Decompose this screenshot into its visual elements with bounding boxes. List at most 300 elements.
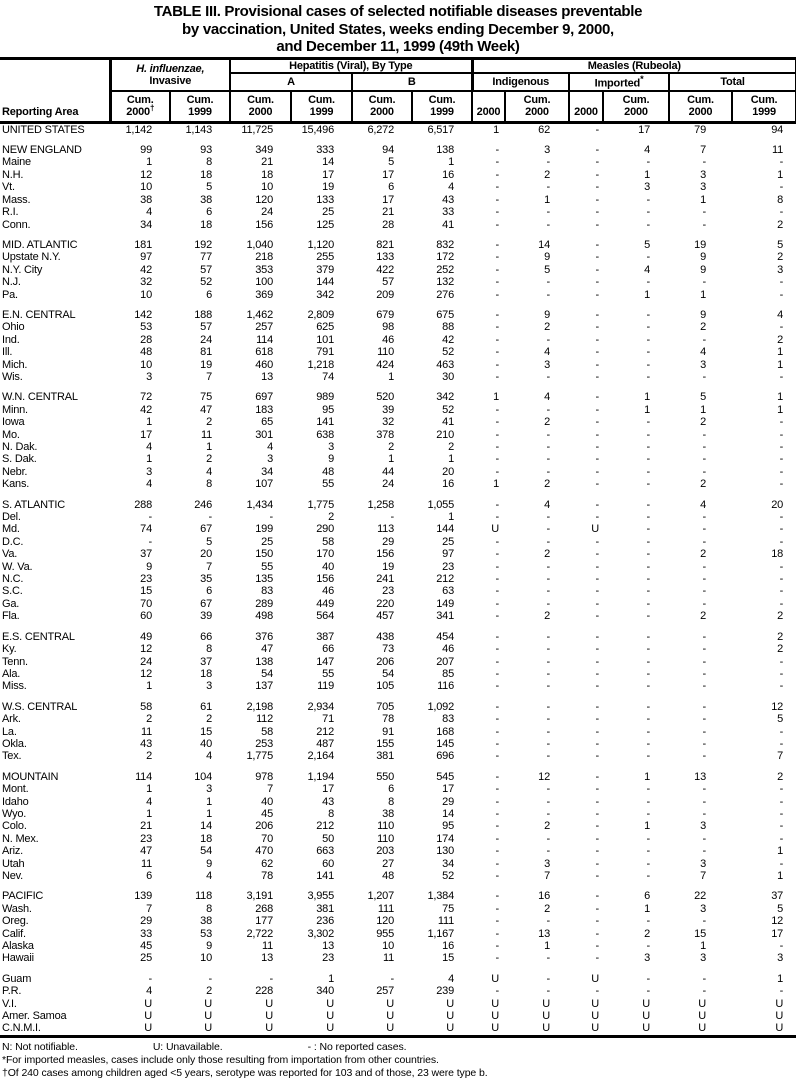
cell: 25 [261,535,274,548]
cell: U [491,972,500,985]
cell: - [495,251,500,264]
cell: - [595,478,600,491]
cell: 85 [442,667,455,680]
cell: 2 [206,985,213,998]
table-row [0,371,796,383]
cell: 1,143 [185,123,213,136]
cell: 41 [442,416,455,429]
cell: - [546,680,551,693]
cell: - [495,535,500,548]
row-label: D.C. [2,535,24,548]
cell: - [595,218,600,231]
cell: 57 [200,263,213,276]
cell: - [595,321,600,334]
cell: 1 [206,807,213,820]
cell: 3 [206,783,213,796]
cell: 1 [777,972,784,985]
cell: 156 [316,573,335,586]
row-label: Iowa [2,416,25,429]
cell: 119 [317,680,335,693]
cell: 13 [322,940,335,953]
row-label: Ala. [2,667,21,680]
cell: U [326,997,335,1010]
hinf-group-header [110,59,230,91]
cell: 34 [442,857,455,870]
cell: 246 [194,498,213,511]
cell: - [779,453,784,466]
row-label: Wis. [2,370,23,383]
cell: - [595,820,600,833]
cell: - [495,573,500,586]
cell: - [595,358,600,371]
cell: 5 [388,156,395,169]
cell: 9 [700,263,707,276]
cell: 1 [644,403,651,416]
cell: - [646,441,651,453]
cell: - [595,276,600,289]
cell: 57 [200,321,213,334]
cell: - [495,927,500,940]
cell: - [702,156,707,169]
cell: 2 [206,713,213,726]
cell: - [595,144,600,157]
cell: 130 [436,845,455,858]
cell: 3,191 [246,890,274,903]
cell: 2 [777,630,784,643]
cell: - [702,453,707,466]
cell: 15,496 [301,123,335,136]
row-label: N.J. [2,276,21,289]
cell: 6 [388,181,395,194]
cell: 220 [376,597,395,610]
cell: 8 [206,156,213,169]
cell: 100 [255,276,274,289]
cell: 1 [544,193,551,206]
cell: 12 [538,770,551,783]
cell: - [495,750,500,763]
cell: - [495,832,500,845]
cell: 449 [316,597,335,610]
cell: 37 [200,655,213,668]
cell: - [702,511,707,524]
cell: 257 [255,321,274,334]
cell: 424 [376,358,395,371]
cell: 111 [437,915,455,928]
cell: 8 [328,807,335,820]
row-label: Ind. [2,333,20,346]
cell: - [646,193,651,206]
cell: 141 [316,870,335,882]
cell: - [779,940,784,953]
cell: - [779,156,784,169]
cell: 1,775 [246,750,274,763]
cell: - [595,643,600,656]
cell: - [595,902,600,915]
row-label: S. Dak. [2,453,37,466]
cell: - [595,560,600,573]
subcolumn-header-row [0,91,796,123]
title-line-1: TABLE III. Provisional cases of selected notifiable diseases preventable [153,3,643,20]
cell: - [495,548,500,561]
cell: 49 [140,630,152,643]
table-row [0,915,796,927]
cell: 2 [328,511,335,524]
cell: - [702,206,707,219]
cell: 9 [700,308,707,321]
cell: - [495,915,500,928]
cell: - [495,597,500,610]
cell: 10 [140,181,152,194]
cell: - [495,218,500,231]
cell: 60 [322,857,335,870]
table-row [0,985,796,997]
cell: 25 [140,952,152,965]
cell: 9 [206,857,213,870]
cell: - [779,680,784,693]
table-row [0,194,796,206]
cell: 3 [777,263,784,276]
cell: 1 [777,845,784,858]
legend-no-cases: - : No reported cases. [307,1040,407,1053]
cell: 40 [261,795,274,808]
cell: 2 [544,548,551,561]
cell: U [491,523,500,536]
cell: - [495,288,500,301]
table-row [0,478,796,490]
cell: - [646,610,651,623]
table-row [0,808,796,820]
row-label: W. Va. [2,560,33,573]
cell: - [148,972,152,985]
cell: - [546,667,551,680]
cell: 342 [436,391,455,404]
cell: - [595,403,600,416]
cell: - [779,783,784,796]
cell: 5 [544,263,551,276]
cell: 6 [388,783,395,796]
cell: 4 [777,308,784,321]
cell: - [779,288,784,301]
cell: 33 [140,927,152,940]
cell: 107 [255,478,274,491]
table-row [0,156,796,168]
cell: 137 [255,680,274,693]
cell: 94 [771,123,784,136]
cell: - [595,548,600,561]
cell: - [779,523,784,536]
cell: U [386,1022,395,1035]
cell: - [702,585,707,598]
cell: U [775,1010,784,1023]
legend-unavailable: U: Unavailable. [152,1040,223,1053]
cell: 3 [644,181,651,194]
cell: 38 [140,193,152,206]
cell: 16 [442,168,455,181]
row-label: Mich. [2,358,28,371]
cell: 2 [544,321,551,334]
cell: 24 [140,655,152,668]
cell: 43 [140,737,152,750]
cell: 1 [493,391,500,404]
cell: - [546,655,551,668]
cell: 28 [140,333,152,346]
indigenous-header: Indigenous [472,73,569,91]
cell: 454 [436,630,455,643]
cell: 17 [442,783,455,796]
cell: 10 [382,940,395,953]
cell: - [779,416,784,429]
table-row [0,783,796,795]
cell: - [495,667,500,680]
row-label: Calif. [2,927,26,940]
cell: - [595,333,600,346]
table-row [0,952,796,964]
cell: 2 [700,478,707,491]
cell: 7 [777,750,784,763]
cell: 135 [255,573,274,586]
cell: 18 [200,168,213,181]
cell: 257 [376,985,395,998]
table-row [0,750,796,762]
cell: 58 [261,725,274,738]
cell: 564 [316,610,335,623]
table-row [0,251,796,263]
cell: 2 [700,321,707,334]
cell: - [646,655,651,668]
cell: - [779,181,784,194]
cell: 24 [382,478,395,491]
cell: - [546,288,551,301]
cell: 2 [206,453,213,466]
cell: 3 [700,820,707,833]
cell: 1,120 [307,238,335,251]
cell: 46 [442,643,455,656]
cell: - [269,972,274,985]
table-row [0,453,796,465]
cell: U [265,1010,274,1023]
cell: - [595,156,600,169]
cell: 1 [644,288,651,301]
cell: - [546,807,551,820]
cell: - [595,737,600,750]
cell: 1 [777,391,784,404]
cell: - [702,276,707,289]
table-row [0,441,796,453]
cell: 21 [382,206,395,219]
cell: - [646,630,651,643]
cell: U [591,972,600,985]
cell: 4 [544,346,551,359]
cell: 207 [436,655,455,668]
imported-measles-footnote: *For imported measles, cases include only those resulting from importation from other countries. [2,1053,439,1066]
cell: - [779,667,784,680]
cell: 42 [442,333,455,346]
cell: - [546,428,551,441]
cell: 2 [777,218,784,231]
cell: 460 [255,358,274,371]
cell: - [779,725,784,738]
cell: - [546,218,551,231]
cell: - [595,263,600,276]
cell: 114 [256,333,274,346]
cell: 14 [538,238,551,251]
row-label: R.I. [2,206,19,219]
cell: 1 [493,478,500,491]
cell: 2 [206,416,213,429]
cell: - [779,832,784,845]
cell: 203 [376,845,395,858]
cell: 1,207 [367,890,395,903]
cell: 989 [316,391,335,404]
cell: - [646,585,651,598]
legend-not-notifiable: N: Not notifiable. [2,1040,78,1053]
cell: 8 [388,795,395,808]
cell: 45 [261,807,274,820]
row-label: Conn. [2,218,31,231]
cell: 3 [700,181,707,194]
row-label: Mass. [2,193,31,206]
cell: 93 [200,144,213,157]
cell: 2 [146,750,152,763]
cell: - [702,795,707,808]
cell: U [326,1010,335,1023]
cell: 181 [134,238,152,251]
table-row [0,656,796,668]
cell: 113 [377,523,395,536]
cell: 1,258 [367,498,395,511]
cell: 44 [382,465,395,478]
row-label: Minn. [2,403,28,416]
cell: U [491,997,500,1010]
cell: 17 [382,168,395,181]
cell: 2 [700,548,707,561]
cell: 379 [316,263,335,276]
cell: - [779,655,784,668]
table-row [0,536,796,548]
cell: 120 [376,915,395,928]
cell: - [595,428,600,441]
cell: 7 [146,902,152,915]
cell: 2 [644,927,651,940]
cell: 3 [777,952,784,965]
table-row [0,231,796,251]
cell: - [595,441,600,453]
row-label: E.S. CENTRAL [2,630,75,643]
row-label: Nebr. [2,465,28,478]
cell: 1 [146,453,152,466]
cell: - [702,535,707,548]
row-label: Tex. [2,750,22,763]
cell: U [698,997,707,1010]
cell: - [779,985,784,998]
cell: 79 [694,123,707,136]
cell: - [702,725,707,738]
cell: 241 [376,573,395,586]
cell: 6 [206,288,213,301]
cell: - [779,597,784,610]
cell: 16 [442,478,455,491]
cell: 16 [538,890,551,903]
cell: - [595,845,600,858]
col-header: Cum. 2000 [230,91,291,123]
cell: 675 [436,308,455,321]
footnotes [0,1038,796,1080]
imported-header: Imported* [569,73,669,91]
cell: U [591,523,600,536]
hepatitis-group-header: Hepatitis (Viral), By Type [230,59,472,74]
cell: - [495,713,500,726]
cell: - [546,845,551,858]
cell: 3 [206,680,213,693]
cell: 112 [256,713,274,726]
table-row [0,573,796,585]
cell: 170 [316,548,335,561]
cell: 2 [448,441,455,453]
cell: - [595,391,600,404]
cell: - [495,358,500,371]
cell: - [646,845,651,858]
cell: 353 [255,263,274,276]
cell: U [642,1022,651,1035]
cell: 75 [200,391,213,404]
row-label: P.R. [2,985,22,998]
row-label: Tenn. [2,655,28,668]
cell: - [779,807,784,820]
cell: - [646,333,651,346]
cell: 696 [436,750,455,763]
cell: - [646,713,651,726]
cell: - [495,181,500,194]
cell: 67 [200,523,213,536]
cell: 172 [436,251,455,264]
cell: - [595,498,600,511]
cell: - [546,511,551,524]
cell: 1 [644,168,651,181]
cell: U [446,1022,455,1035]
cell: 53 [140,321,152,334]
cell: - [495,238,500,251]
cell: - [495,807,500,820]
cell: 10 [140,288,152,301]
cell: 1 [146,156,152,169]
cell: U [698,1010,707,1023]
cell: - [495,156,500,169]
row-label: Ga. [2,597,20,610]
cell: - [779,795,784,808]
cell: 78 [261,870,274,882]
cell: - [546,952,551,965]
row-label: N.C. [2,573,24,586]
cell: - [702,597,707,610]
cell: 15 [140,585,152,598]
cell: - [495,783,500,796]
cell: 341 [436,610,455,623]
cell: 7 [700,870,707,882]
cell: 333 [316,144,335,157]
measles-group-header: Measles (Rubeola) [472,59,796,74]
table-row [0,680,796,692]
cell: 29 [442,795,455,808]
table-row [0,359,796,371]
row-label: Md. [2,523,20,536]
cell: 1,434 [246,498,274,511]
cell: 133 [376,251,395,264]
cell: 8 [206,902,213,915]
cell: 183 [255,403,274,416]
cell: - [495,770,500,783]
cell: 4 [206,870,213,882]
cell: - [495,857,500,870]
